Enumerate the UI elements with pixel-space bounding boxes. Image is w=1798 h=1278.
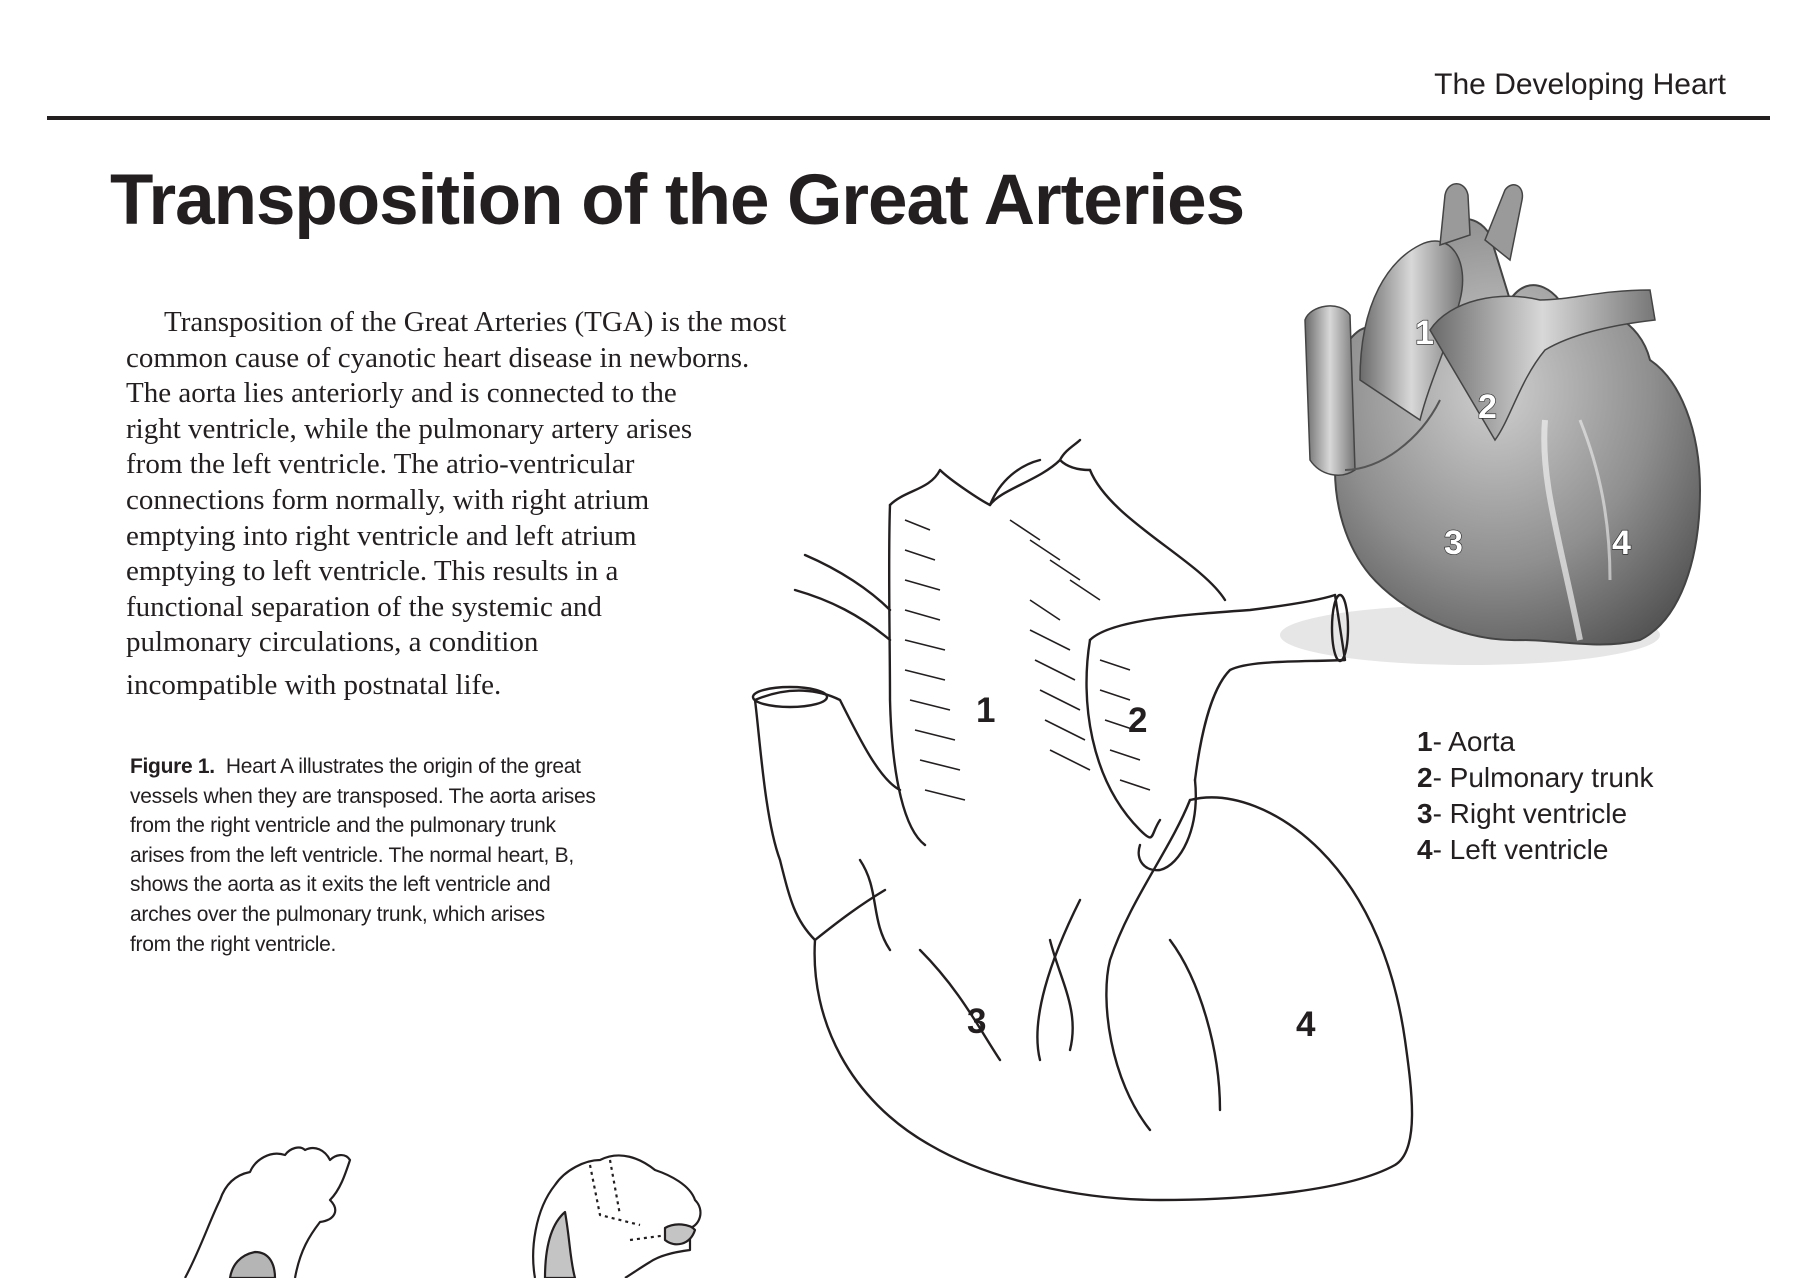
- legend-item: 1- Aorta: [1417, 726, 1516, 757]
- line-drawing-heart: [753, 440, 1412, 1200]
- body-line: emptying into right ventricle and left atrium: [126, 519, 637, 552]
- legend-item: 3- Right ventricle: [1417, 798, 1628, 829]
- arch-branch-lines: [990, 440, 1080, 505]
- photo-label-3: 3: [1444, 524, 1463, 562]
- body-line: Transposition of the Great Arteries (TGA) is the most: [164, 306, 787, 338]
- small-heart-b-vessel: [545, 1212, 575, 1278]
- caption-line: shows the aorta as it exits the left ventricle and: [130, 873, 551, 897]
- photo-label-2: 2: [1478, 388, 1497, 426]
- caption-line: from the right ventricle and the pulmonary trunk: [130, 814, 556, 838]
- caption-line: arches over the pulmonary trunk, which arises: [130, 902, 545, 926]
- body-line: connections form normally, with right atrium: [126, 483, 650, 516]
- body-line: pulmonary circulations, a condition: [126, 626, 539, 659]
- body-line: The aorta lies anteriorly and is connected to the: [126, 377, 677, 410]
- shaded-vena-cava: [1305, 306, 1355, 475]
- aorta-right-edge: [1090, 470, 1225, 600]
- caption-line: vessels when they are transposed. The aorta arises: [130, 784, 596, 808]
- heart-outline: [815, 797, 1412, 1200]
- body-line: common cause of cyanotic heart disease in newborns.: [126, 341, 750, 374]
- body-line: from the left ventricle. The atrio-ventricular: [126, 448, 635, 481]
- drawing-label-4: 4: [1296, 1005, 1316, 1044]
- drawing-label-2: 2: [1128, 701, 1148, 740]
- small-heart-b: [533, 1155, 700, 1278]
- vena-cava-left: [755, 700, 815, 940]
- drawing-label-3: 3: [967, 1002, 987, 1041]
- caption-line: Heart A illustrates the origin of the great: [225, 755, 581, 778]
- running-header: The Developing Heart: [1434, 68, 1726, 101]
- small-heart-a: [185, 1148, 350, 1278]
- interventricular-groove: [1106, 800, 1190, 1130]
- caption-label: Figure 1.: [130, 755, 215, 778]
- legend-item: 2- Pulmonary trunk: [1417, 762, 1654, 793]
- caption-line: arises from the left ventricle. The normal heart, B,: [130, 843, 574, 867]
- body-line: incompatible with postnatal life.: [126, 668, 502, 701]
- shaded-branch-vessel: [1440, 184, 1470, 245]
- aorta-hatching: [905, 520, 1150, 800]
- body-line: right ventricle, while the pulmonary artery arises: [126, 412, 693, 445]
- photo-label-1: 1: [1415, 314, 1434, 352]
- left-atrial-appendage: [1139, 780, 1196, 870]
- pulmonary-trunk-left: [1087, 640, 1160, 837]
- coronary-vessels: [1037, 900, 1220, 1110]
- drawing-label-1: 1: [976, 691, 996, 730]
- caption-line: from the right ventricle.: [130, 932, 337, 956]
- small-heart-a-chamber: [230, 1252, 275, 1278]
- right-pulmonary-branch: [795, 555, 890, 640]
- legend-item: 4- Left ventricle: [1417, 834, 1609, 865]
- body-line: emptying to left ventricle. This results in a: [126, 555, 619, 588]
- photo-label-4: 4: [1612, 524, 1631, 562]
- page-title: Transposition of the Great Arteries: [110, 161, 1245, 240]
- body-line: functional separation of the systemic and: [126, 590, 602, 623]
- aortic-arch-top: [890, 460, 1090, 505]
- aorta-left-edge: [889, 505, 925, 845]
